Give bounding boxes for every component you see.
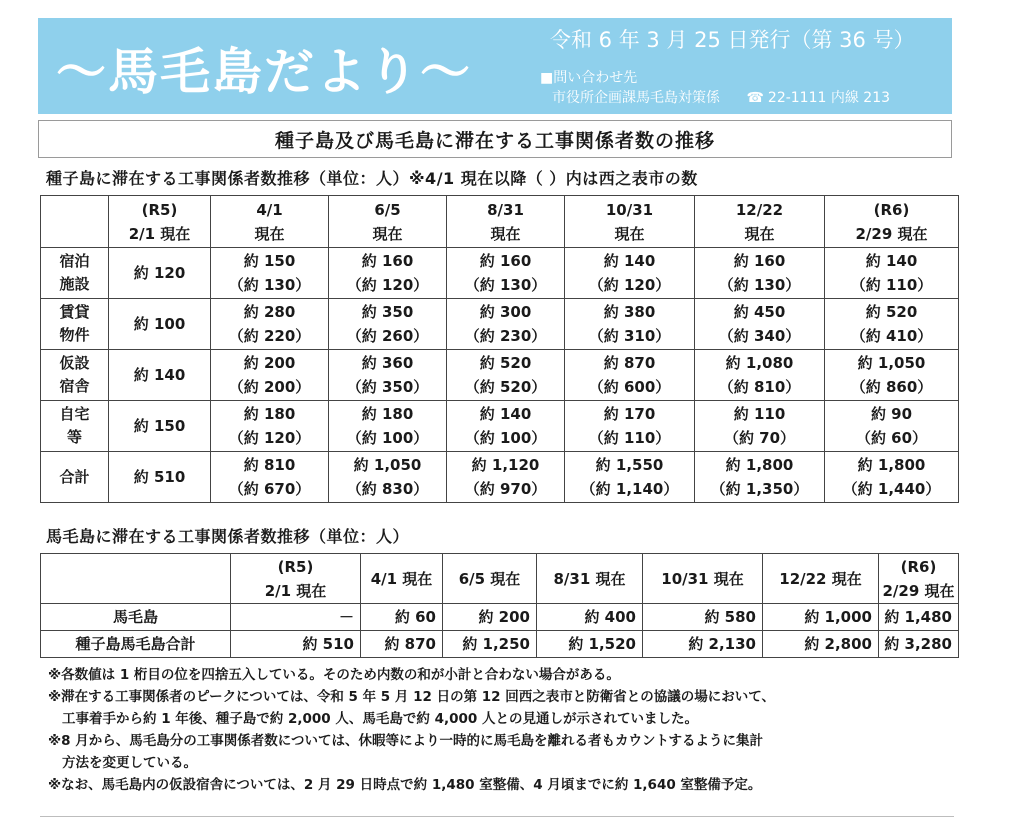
- row-label: [41, 452, 109, 503]
- footnote-line: ※滞在する工事関係者のピークについては、令和 5 年 5 月 12 日の第 12 回西之表市と防衛省との協議の場において、: [48, 689, 776, 705]
- cell-line: 8/31 現在: [553, 569, 626, 588]
- table-cell: [447, 350, 565, 401]
- column-header: [643, 554, 763, 604]
- cell-line: 約 380: [603, 303, 656, 321]
- cell-line: （約 350）: [346, 378, 429, 396]
- cell-line: （約 1,440）: [842, 480, 941, 498]
- cell-line: 自宅: [59, 405, 90, 423]
- table-cell: [695, 248, 825, 299]
- cell-line: 宿舎: [59, 377, 90, 395]
- table-cell: 約 580: [643, 604, 763, 631]
- table-cell: [447, 299, 565, 350]
- cell-line: 8/31: [487, 200, 524, 219]
- cell-line: （約 260）: [346, 327, 429, 345]
- phone-icon: ☎: [746, 90, 764, 106]
- cell-line: (R5): [277, 557, 314, 576]
- department-name: 市役所企画課馬毛島対策係: [552, 90, 720, 106]
- cell-line: （約 230）: [464, 327, 547, 345]
- contact-info: [540, 68, 890, 108]
- table-cell: 約 510: [109, 452, 211, 503]
- cell-line: （約 970）: [464, 480, 547, 498]
- table-row: [41, 452, 959, 503]
- table-cell: 約 1,000: [763, 604, 879, 631]
- cell-line: （約 110）: [588, 429, 671, 447]
- phone-number: 22-1111 内線 213: [767, 90, 891, 106]
- cell-line: 10/31 現在: [661, 569, 744, 588]
- cell-line: （約 340）: [718, 327, 801, 345]
- cell-line: 約 1,050: [857, 354, 926, 372]
- cell-line: （約 70）: [723, 429, 796, 447]
- table-cell: [329, 248, 447, 299]
- table-cell: 約 510: [231, 631, 361, 658]
- cell-line: （約 830）: [346, 480, 429, 498]
- table-cell: 約 2,130: [643, 631, 763, 658]
- cell-line: 約 140: [865, 252, 918, 270]
- cell-line: （約 60）: [855, 429, 928, 447]
- cell-line: 施設: [59, 275, 90, 293]
- cell-line: 約 200: [243, 354, 296, 372]
- column-header: [879, 554, 959, 604]
- cell-line: 約 1,550: [595, 456, 664, 474]
- table-cell: [825, 350, 959, 401]
- table-cell: [211, 248, 329, 299]
- cell-line: 約 170: [603, 405, 656, 423]
- table-cell: 約 100: [109, 299, 211, 350]
- cell-line: （約 1,140）: [580, 480, 679, 498]
- cell-line: 12/22: [735, 200, 784, 219]
- cell-line: 約 1,120: [471, 456, 540, 474]
- row-label: 馬毛島: [41, 604, 231, 631]
- cell-line: （約 810）: [718, 378, 801, 396]
- table-cell: [565, 452, 695, 503]
- table-cell: [565, 248, 695, 299]
- cell-line: （約 310）: [588, 327, 671, 345]
- bottom-divider: [40, 816, 954, 817]
- cell-line: 約 90: [870, 405, 913, 423]
- cell-line: （約 120）: [346, 276, 429, 294]
- cell-line: 約 180: [361, 405, 414, 423]
- tanegashima-workers-table: [40, 195, 959, 503]
- newsletter-banner: [38, 18, 952, 114]
- cell-line: 約 870: [603, 354, 656, 372]
- table-cell: [329, 452, 447, 503]
- column-header: [361, 554, 443, 604]
- newsletter-title: ～馬毛島だより～: [56, 43, 472, 101]
- section-heading: 種子島及び馬毛島に滞在する工事関係者数の推移: [38, 120, 952, 158]
- footnote-line: 方法を変更している。: [62, 755, 197, 771]
- tanegashima-table-caption: 種子島に滞在する工事関係者数推移（単位：人）※4/1 現在以降（ ）内は西之表市の数: [46, 169, 698, 188]
- table-cell: [565, 299, 695, 350]
- column-header: [447, 196, 565, 248]
- cell-line: 現在: [490, 224, 521, 243]
- column-header: [825, 196, 959, 248]
- row-label: [41, 350, 109, 401]
- cell-line: （約 130）: [464, 276, 547, 294]
- cell-line: （約 120）: [588, 276, 671, 294]
- cell-line: （約 670）: [228, 480, 311, 498]
- cell-line: 2/1 現在: [128, 224, 191, 243]
- table-row: [41, 248, 959, 299]
- cell-line: （約 220）: [228, 327, 311, 345]
- table-cell: [211, 452, 329, 503]
- table-cell: [329, 401, 447, 452]
- cell-line: (R6): [900, 557, 937, 576]
- cell-line: 宿泊: [59, 252, 90, 270]
- table-row: [41, 350, 959, 401]
- cell-line: 約 300: [479, 303, 532, 321]
- table-cell: 約 140: [109, 350, 211, 401]
- table-row: [41, 604, 959, 631]
- cell-line: 6/5 現在: [458, 569, 521, 588]
- table-cell: －: [231, 604, 361, 631]
- table-cell: 約 1,250: [443, 631, 537, 658]
- footnote-line: ※なお、馬毛島内の仮設宿舎については、2 月 29 日時点で約 1,480 室整備、4 月頃までに約 1,640 室整備予定。: [48, 777, 762, 793]
- table-row: [41, 299, 959, 350]
- table-header-row: [41, 554, 959, 604]
- cell-line: （約 130）: [718, 276, 801, 294]
- table-cell: 約 120: [109, 248, 211, 299]
- contact-label: ■問い合わせ先: [540, 70, 638, 86]
- cell-line: 約 520: [479, 354, 532, 372]
- cell-line: 4/1: [256, 200, 283, 219]
- table-cell: 約 150: [109, 401, 211, 452]
- table-cell: 約 1,520: [537, 631, 643, 658]
- cell-line: 約 450: [733, 303, 786, 321]
- cell-line: （約 130）: [228, 276, 311, 294]
- table-cell: [825, 401, 959, 452]
- column-header: [537, 554, 643, 604]
- column-header: [211, 196, 329, 248]
- cell-line: （約 410）: [850, 327, 933, 345]
- table-cell: [825, 452, 959, 503]
- cell-line: （約 1,350）: [710, 480, 809, 498]
- table-cell: [211, 299, 329, 350]
- column-header: [329, 196, 447, 248]
- cell-line: 2/1 現在: [264, 581, 327, 600]
- table-cell: [695, 350, 825, 401]
- mageshima-workers-table: [40, 553, 959, 658]
- cell-line: 約 350: [361, 303, 414, 321]
- cell-line: 約 160: [479, 252, 532, 270]
- column-header: [763, 554, 879, 604]
- table-cell: 約 1,480: [879, 604, 959, 631]
- cell-line: 約 150: [243, 252, 296, 270]
- cell-line: 約 140: [603, 252, 656, 270]
- table-cell: [447, 248, 565, 299]
- cell-line: 約 360: [361, 354, 414, 372]
- cell-line: 等: [66, 428, 82, 446]
- mageshima-table-caption: 馬毛島に滞在する工事関係者数推移（単位：人）: [46, 527, 410, 546]
- row-label: [41, 248, 109, 299]
- table-cell: [695, 401, 825, 452]
- column-header: [565, 196, 695, 248]
- cell-line: （約 110）: [850, 276, 933, 294]
- cell-line: 現在: [744, 224, 775, 243]
- table-cell: [447, 401, 565, 452]
- column-header: [231, 554, 361, 604]
- cell-line: 現在: [614, 224, 645, 243]
- cell-line: 10/31: [605, 200, 654, 219]
- phone-number-group: [746, 90, 890, 106]
- table-cell: [825, 248, 959, 299]
- table-cell: 約 400: [537, 604, 643, 631]
- table-header-row: [41, 196, 959, 248]
- cell-line: 約 160: [361, 252, 414, 270]
- cell-line: (R5): [141, 200, 178, 219]
- table-cell: [695, 299, 825, 350]
- cell-line: 約 1,800: [725, 456, 794, 474]
- table-cell: [565, 350, 695, 401]
- row-label: [41, 299, 109, 350]
- cell-line: 6/5: [374, 200, 401, 219]
- cell-line: （約 100）: [464, 429, 547, 447]
- cell-line: （約 520）: [464, 378, 547, 396]
- cell-line: （約 860）: [850, 378, 933, 396]
- cell-line: 約 520: [865, 303, 918, 321]
- cell-line: 約 180: [243, 405, 296, 423]
- cell-line: （約 200）: [228, 378, 311, 396]
- table-cell: [211, 350, 329, 401]
- column-header: [109, 196, 211, 248]
- corner-cell: [41, 196, 109, 248]
- table-cell: [825, 299, 959, 350]
- footnotes: [48, 664, 948, 796]
- cell-line: 仮設: [59, 354, 90, 372]
- table-cell: 約 3,280: [879, 631, 959, 658]
- cell-line: 2/29 現在: [882, 581, 955, 600]
- table-cell: [329, 299, 447, 350]
- row-label: 種子島馬毛島合計: [41, 631, 231, 658]
- cell-line: 約 810: [243, 456, 296, 474]
- table-cell: 約 2,800: [763, 631, 879, 658]
- table-row: [41, 631, 959, 658]
- table-cell: [447, 452, 565, 503]
- cell-line: (R6): [873, 200, 910, 219]
- cell-line: （約 120）: [228, 429, 311, 447]
- cell-line: 合計: [59, 467, 90, 486]
- table-cell: 約 870: [361, 631, 443, 658]
- cell-line: 約 1,800: [857, 456, 926, 474]
- row-label: [41, 401, 109, 452]
- issue-date: 令和 6 年 3 月 25 日発行（第 36 号）: [550, 28, 915, 52]
- cell-line: 12/22 現在: [779, 569, 862, 588]
- table-row: [41, 401, 959, 452]
- footnote-line: 工事着手から約 1 年後、種子島で約 2,000 人、馬毛島で約 4,000 人との見通しが示されていました。: [62, 711, 698, 727]
- table-cell: [695, 452, 825, 503]
- table-cell: [565, 401, 695, 452]
- contact-line: [540, 88, 890, 108]
- cell-line: 2/29 現在: [855, 224, 928, 243]
- footnote-line: ※8 月から、馬毛島分の工事関係者数については、休暇等により一時的に馬毛島を離れる者もカウントするように集計: [48, 733, 764, 749]
- column-header: [695, 196, 825, 248]
- footnote-line: ※各数値は 1 桁目の位を四捨五入している。そのため内数の和が小計と合わない場合がある。: [48, 667, 620, 683]
- cell-line: 物件: [59, 326, 90, 344]
- table-cell: 約 60: [361, 604, 443, 631]
- cell-line: 約 160: [733, 252, 786, 270]
- cell-line: 約 110: [733, 405, 786, 423]
- table-cell: [211, 401, 329, 452]
- column-header: [443, 554, 537, 604]
- cell-line: 約 1,080: [725, 354, 794, 372]
- table-cell: 約 200: [443, 604, 537, 631]
- table-cell: [329, 350, 447, 401]
- corner-cell: [41, 554, 231, 604]
- cell-line: 現在: [372, 224, 403, 243]
- cell-line: 約 280: [243, 303, 296, 321]
- cell-line: （約 100）: [346, 429, 429, 447]
- cell-line: （約 600）: [588, 378, 671, 396]
- cell-line: 4/1 現在: [370, 569, 433, 588]
- cell-line: 約 140: [479, 405, 532, 423]
- cell-line: 約 1,050: [353, 456, 422, 474]
- cell-line: 現在: [254, 224, 285, 243]
- cell-line: 賃貸: [59, 303, 90, 321]
